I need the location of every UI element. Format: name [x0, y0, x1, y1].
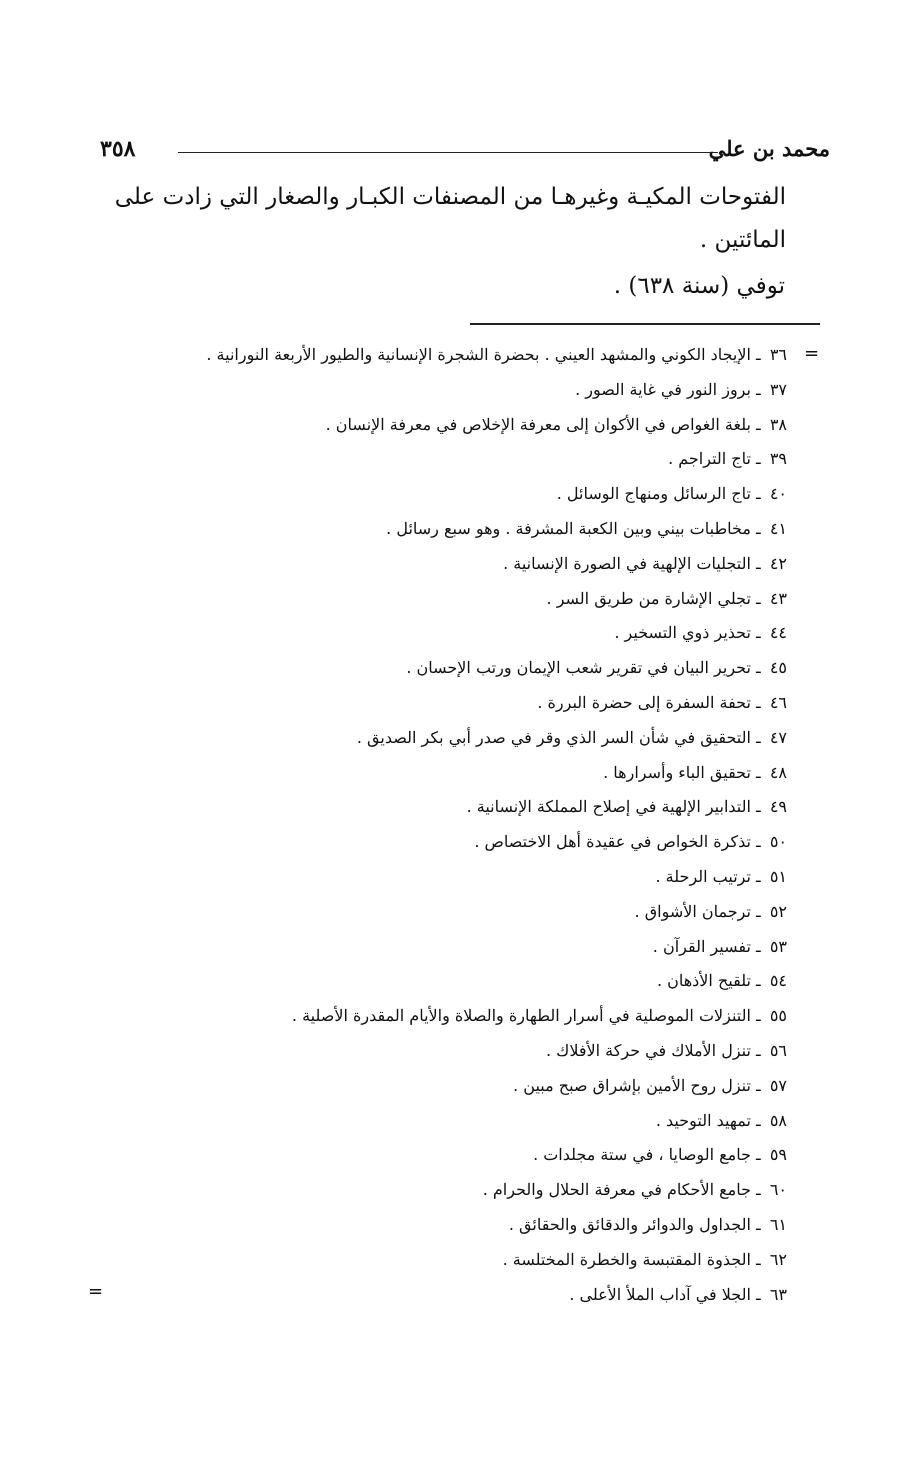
list-item: ٤٠ ـ تاج الرسائل ومنهاج الوسائل .: [127, 477, 787, 512]
item-number: ٥٤: [769, 971, 787, 991]
list-item: ٤٨ ـ تحقيق الباء وأسرارها .: [127, 756, 787, 791]
main-paragraph: [104, 176, 786, 262]
list-item: ٤٦ ـ تحفة السفرة إلى حضرة البررة .: [127, 686, 787, 721]
list-item: ٤٢ ـ التجليات الإلهية في الصورة الإنسانية .: [127, 547, 787, 582]
item-text: الجلا في آداب الملأ الأعلى .: [569, 1284, 751, 1304]
item-text: تاج الرسائل ومنهاج الوسائل .: [556, 484, 751, 504]
item-number: ٤٩: [769, 797, 787, 817]
item-number: ٤٢: [769, 553, 787, 573]
list-item: ٦٣ ـ الجلا في آداب الملأ الأعلى .: [127, 1278, 787, 1313]
item-text: تحرير البيان في تقرير شعب الإيمان ورتب الإحسان .: [406, 658, 751, 678]
item-text: بروز النور في غاية الصور .: [575, 379, 751, 399]
list-item: ٦٠ ـ جامع الأحكام في معرفة الحلال والحرام .: [127, 1173, 787, 1208]
list-item: ٥٦ ـ تنزل الأملاك في حركة الأفلاك .: [127, 1034, 787, 1069]
item-number: ٥٥: [769, 1006, 787, 1026]
list-item: ٣٧ ـ بروز النور في غاية الصور .: [127, 373, 787, 408]
item-text: تذكرة الخواص في عقيدة أهل الاختصاص .: [474, 832, 751, 852]
item-number: ٤١: [769, 518, 787, 538]
list-item: ٥٧ ـ تنزل روح الأمين بإشراق صبح مبين .: [127, 1069, 787, 1104]
item-text: بلغة الغواص في الأكوان إلى معرفة الإخلاص في معرفة الإنسان .: [325, 414, 751, 434]
item-number: ٥٨: [769, 1110, 787, 1130]
item-number: ٤٦: [769, 692, 787, 712]
continuation-mark-bottom: =: [88, 1281, 104, 1302]
item-number: ٥٦: [769, 1040, 787, 1060]
list-item: ٤٤ ـ تحذير ذوي التسخير .: [127, 616, 787, 651]
item-number: ٣٧: [769, 379, 787, 399]
item-text: الجداول والدوائر والدقائق والحقائق .: [508, 1214, 751, 1234]
list-item: ٥٣ ـ تفسير القرآن .: [127, 930, 787, 965]
list-item: ٤٧ ـ التحقيق في شأن السر الذي وقر في صدر أبي بكر الصديق .: [127, 721, 787, 756]
item-number: ٣٨: [769, 414, 787, 434]
list-item: ٦١ ـ الجداول والدوائر والدقائق والحقائق .: [127, 1208, 787, 1243]
item-number: ٣٦: [769, 345, 787, 364]
item-text: التنزلات الموصلية في أسرار الطهارة والصلاة والأيام المقدرة الأصلية .: [291, 1006, 751, 1026]
item-number: ٦٣: [769, 1284, 787, 1304]
item-number: ٤٠: [769, 484, 787, 504]
item-text: تفسير القرآن .: [652, 936, 751, 956]
item-text: مخاطبات بيني وبين الكعبة المشرفة . وهو سبع رسائل .: [386, 518, 751, 538]
item-number: ٥٢: [769, 901, 787, 921]
item-number: ٥١: [769, 866, 787, 886]
item-number: ٦٢: [769, 1249, 787, 1269]
item-text: التجليات الإلهية في الصورة الإنسانية .: [503, 553, 751, 573]
item-number: ٥٩: [769, 1145, 787, 1165]
list-item: ٥٢ ـ ترجمان الأشواق .: [127, 895, 787, 930]
item-number: ٦١: [769, 1214, 787, 1234]
item-text: تمهيد التوحيد .: [655, 1110, 751, 1130]
item-text: جامع الوصايا ، في ستة مجلدات .: [533, 1145, 751, 1165]
main-text-line-1: الفتوحات المكيـة وغيرهـا من المصنفات الكبـار والصغار التي زادت على: [114, 184, 786, 210]
item-text: التدابير الإلهية في إصلاح المملكة الإنسانية .: [466, 797, 751, 817]
item-text: التحقيق في شأن السر الذي وقر في صدر أبي بكر الصديق .: [356, 727, 751, 747]
death-date: توفي (سنة ٦٣٨) .: [613, 273, 785, 299]
list-item: ٥٩ ـ جامع الوصايا ، في ستة مجلدات .: [127, 1138, 787, 1173]
item-text: تنزل روح الأمين بإشراق صبح مبين .: [513, 1075, 751, 1095]
item-text: ترتيب الرحلة .: [655, 866, 751, 886]
list-item: ٥٥ ـ التنزلات الموصلية في أسرار الطهارة والصلاة والأيام المقدرة الأصلية .: [127, 999, 787, 1034]
footnote-separator: [470, 323, 820, 325]
list-item: ٤٩ ـ التدابير الإلهية في إصلاح المملكة الإنسانية .: [127, 790, 787, 825]
list-item: ٦٢ ـ الجذوة المقتبسة والخطرة المختلسة .: [127, 1243, 787, 1278]
item-number: ٤٤: [769, 623, 787, 643]
list-item: ٥٤ ـ تلقيح الأذهان .: [127, 964, 787, 999]
list-item: ٥٠ ـ تذكرة الخواص في عقيدة أهل الاختصاص .: [127, 825, 787, 860]
item-number: ٤٧: [769, 727, 787, 747]
item-text: جامع الأحكام في معرفة الحلال والحرام .: [482, 1180, 751, 1200]
item-text: تحقيق الباء وأسرارها .: [603, 762, 751, 782]
item-text: تاج التراجم .: [668, 449, 751, 469]
list-item: ٣٨ ـ بلغة الغواص في الأكوان إلى معرفة الإخلاص في معرفة الإنسان .: [127, 408, 787, 443]
item-number: ٥٣: [769, 936, 787, 956]
main-text-line-2: المائتين .: [699, 227, 786, 253]
item-text: تلقيح الأذهان .: [656, 971, 751, 991]
list-item: ٤٥ ـ تحرير البيان في تقرير شعب الإيمان ورتب الإحسان .: [127, 651, 787, 686]
list-item: ٥٨ ـ تمهيد التوحيد .: [127, 1104, 787, 1139]
item-text: تجلي الإشارة من طريق السر .: [546, 588, 751, 608]
header-title: محمد بن علي: [708, 136, 830, 161]
item-number: ٤٨: [769, 762, 787, 782]
item-text: الجذوة المقتبسة والخطرة المختلسة .: [502, 1249, 751, 1269]
item-text: تحذير ذوي التسخير .: [614, 623, 751, 643]
item-number: ٤٥: [769, 658, 787, 678]
item-number: ٤٣: [769, 588, 787, 608]
list-item: ٣٦ ـ الإيجاد الكوني والمشهد العيني . بحضرة الشجرة الإنسانية والطيور الأربعة النورانية .: [127, 338, 787, 373]
running-header: [100, 136, 830, 166]
item-number: ٣٩: [769, 449, 787, 469]
item-text: ترجمان الأشواق .: [634, 901, 751, 921]
page-number: ٣٥٨: [100, 136, 136, 162]
item-text: تنزل الأملاك في حركة الأفلاك .: [545, 1040, 751, 1060]
list-item: ٥١ ـ ترتيب الرحلة .: [127, 860, 787, 895]
item-number: ٦٠: [769, 1180, 787, 1200]
list-item: ٤١ ـ مخاطبات بيني وبين الكعبة المشرفة . وهو سبع رسائل .: [127, 512, 787, 547]
header-rule: [178, 152, 718, 153]
list-item: ٣٩ ـ تاج التراجم .: [127, 442, 787, 477]
item-number: ٥٠: [769, 832, 787, 852]
list-item: ٤٣ ـ تجلي الإشارة من طريق السر .: [127, 582, 787, 617]
item-text: تحفة السفرة إلى حضرة البررة .: [537, 692, 751, 712]
footnote-list: [127, 338, 787, 1312]
item-number: ٥٧: [769, 1075, 787, 1095]
continuation-mark-top: =: [804, 343, 820, 364]
item-text: الإيجاد الكوني والمشهد العيني . بحضرة الشجرة الإنسانية والطيور الأربعة النورانية .: [206, 345, 751, 364]
